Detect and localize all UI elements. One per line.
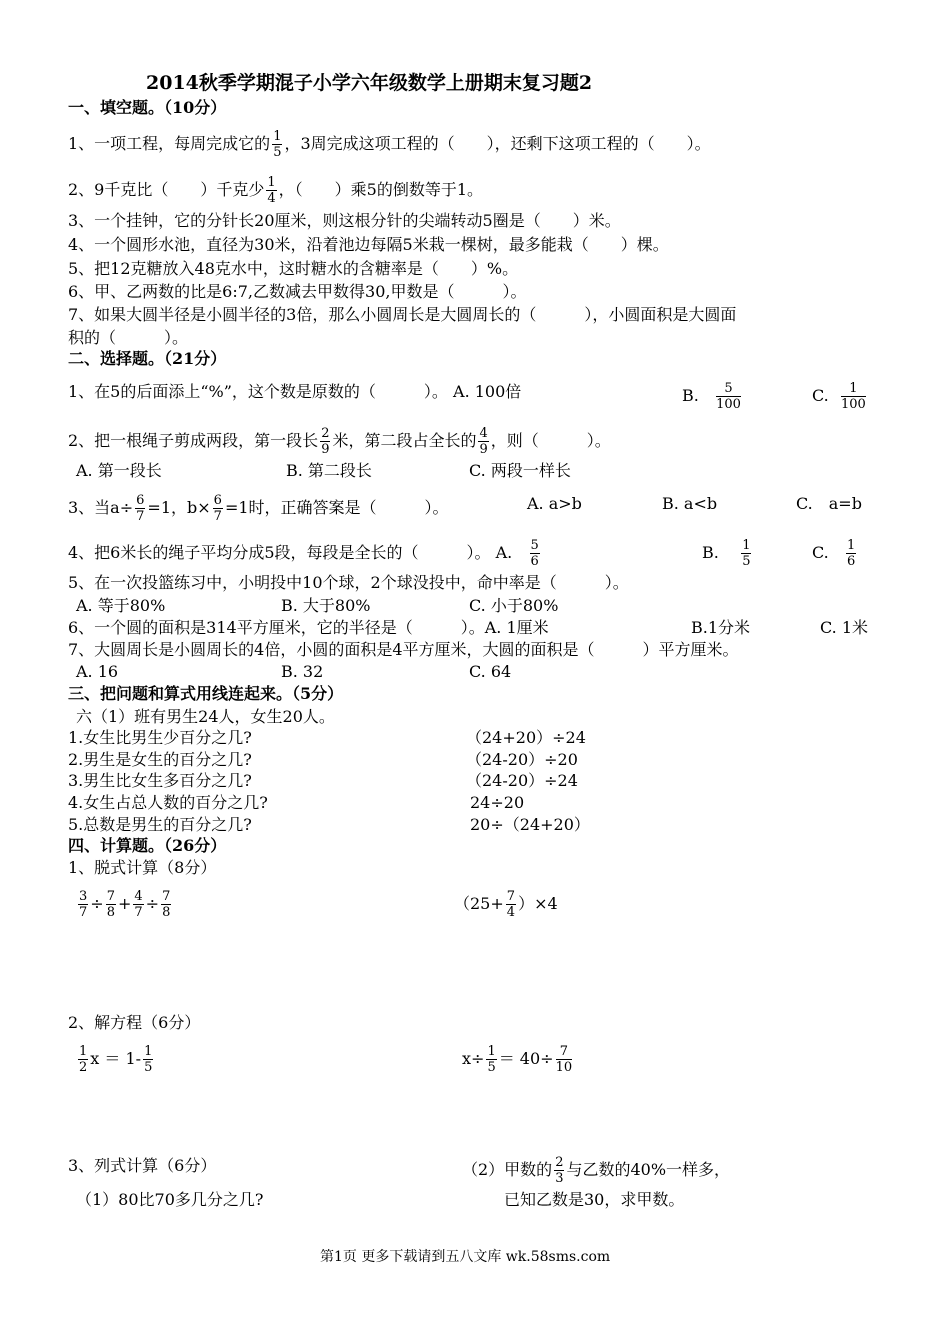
match-question: 1.女生比男生少百分之几?	[68, 728, 252, 747]
match-question: 3.男生比女生多百分之几?	[68, 771, 252, 790]
sec2-q1-option-b: B. $\frac{5}{100}$	[682, 381, 741, 412]
sec4-part-2-label: 2、解方程（6分）	[68, 1013, 201, 1032]
sec1-question-6: 6、甲、乙两数的比是6:7,乙数减去甲数得30,甲数是（ ）。	[68, 282, 527, 301]
fraction: $\frac{1}{4}$	[267, 175, 276, 206]
sec2-question-4: 4、把6米长的绳子平均分成5段，每段是全长的（ ）。 A. $\frac{5}{6}$	[68, 538, 539, 569]
section-1-heading: 一、填空题。（10分）	[68, 98, 227, 117]
sec2-q5-option-a: A. 等于80%	[76, 596, 166, 615]
equation-1: $\frac{1}{2}$ x ＝ 1- $\frac{1}{5}$	[79, 1044, 153, 1075]
fraction: $\frac{5}{100}$	[716, 381, 741, 412]
sec2-q7-option-c: C. 64	[469, 662, 512, 681]
fraction: $\frac{6}{7}$	[136, 493, 145, 524]
sec2-q5-option-b: B. 大于80%	[281, 596, 371, 615]
section-2-heading: 二、选择题。（21分）	[68, 349, 227, 368]
match-formula: 20÷（24+20）	[470, 815, 590, 834]
sec1-question-7: 7、如果大圆半径是小圆半径的3倍，那么小圆周长是大圆周长的（ ），小圆面积是大圆面	[68, 305, 737, 324]
fraction: $\frac{4}{9}$	[479, 426, 488, 457]
page-title: 2014秋季学期混子小学六年级数学上册期末复习题2	[146, 72, 593, 94]
sec2-question-3: 3、当a÷ $\frac{6}{7}$ =1，b× $\frac{6}{7}$ =1时，正确答案是（ ）。	[68, 493, 449, 524]
sec2-q4-option-b: B. $\frac{1}{5}$	[702, 538, 751, 569]
equation-2: x÷ $\frac{1}{5}$ ＝ 40÷ $\frac{7}{10}$	[462, 1044, 573, 1075]
sec2-q7-option-a: A. 16	[76, 662, 119, 681]
match-question: 5.总数是男生的百分之几?	[68, 815, 252, 834]
calc-expression-1: $\frac{3}{7}$ ÷ $\frac{7}{8}$ + $\frac{4}{7}$ ÷ $\frac{7}{8}$	[79, 889, 171, 920]
match-question: 4.女生占总人数的百分之几?	[68, 793, 268, 812]
sec2-question-7: 7、大圆周长是小圆周长的4倍，小圆的面积是4平方厘米，大圆的面积是（ ）平方厘米。	[68, 640, 739, 659]
match-formula: 24÷20	[470, 793, 525, 812]
fraction: $\frac{1}{100}$	[840, 381, 866, 412]
sec1-question-1: 1、一项工程，每周完成它的 $\frac{1}{5}$ ，3周完成这项工程的（ ），还剩下这项工程的（ ）。	[68, 129, 711, 160]
sec2-question-1: 1、在5的后面添上“%”，这个数是原数的（ ）。 A. 100倍	[68, 382, 522, 401]
section-4-heading: 四、计算题。（26分）	[68, 836, 227, 855]
sec2-question-5: 5、在一次投篮练习中，小明投中10个球，2个球没投中，命中率是（ ）。	[68, 573, 629, 592]
sec1-question-5: 5、把12克糖放入48克水中，这时糖水的含糖率是（ ）%。	[68, 259, 519, 278]
fraction: $\frac{6}{7}$	[213, 493, 222, 524]
sec1-question-2: 2、9千克比（ ）千克少 $\frac{1}{4}$ ，（ ）乘5的倒数等于1。	[68, 175, 484, 206]
page-footer: 第1页 更多下载请到五八文库 wk.58sms.com	[320, 1249, 611, 1265]
fraction: $\frac{2}{9}$	[321, 426, 330, 457]
sec2-q1-option-c: C. $\frac{1}{100}$	[812, 381, 866, 412]
fraction: $\frac{5}{6}$	[530, 538, 539, 569]
sec3-intro: 六（1）班有男生24人，女生20人。	[76, 707, 335, 726]
match-formula: （24-20）÷20	[466, 750, 578, 769]
sec2-q6-option-c: C. 1米	[820, 618, 869, 637]
fraction: $\frac{1}{6}$	[847, 538, 856, 569]
sec2-q3-option-c: C. a=b	[796, 494, 862, 513]
fraction: $\frac{1}{5}$	[742, 538, 751, 569]
sec2-q7-option-b: B. 32	[281, 662, 324, 681]
sec4-part-3-label: 3、列式计算（6分）	[68, 1156, 217, 1175]
sec2-q2-option-a: A. 第一段长	[76, 461, 162, 480]
sec4-part-1-label: 1、脱式计算（8分）	[68, 858, 217, 877]
sec2-q2-option-b: B. 第二段长	[286, 461, 372, 480]
sec1-question-7-cont: 积的（ ）。	[68, 328, 189, 347]
sec1-question-3: 3、一个挂钟，它的分针长20厘米，则这根分针的尖端转动5圈是（ ）米。	[68, 211, 621, 230]
sec2-question-2: 2、把一根绳子剪成两段，第一段长 $\frac{2}{9}$ 米，第二段占全长的 $\frac{4}{9}$ ，则（ ）。	[68, 426, 611, 457]
sec2-question-6: 6、一个圆的面积是314平方厘米，它的半径是（ ）。A. 1厘米	[68, 618, 549, 637]
section-3-heading: 三、把问题和算式用线连起来。（5分）	[68, 684, 344, 703]
sec2-q2-option-c: C. 两段一样长	[469, 461, 571, 480]
match-formula: （24+20）÷24	[466, 728, 586, 747]
fraction: $\frac{1}{5}$	[273, 129, 282, 160]
word-problem-2-cont: 已知乙数是30，求甲数。	[504, 1190, 685, 1209]
sec2-q3-option-a: A. a>b	[527, 494, 582, 513]
calc-expression-2: （25+ $\frac{7}{4}$ ）×4	[454, 889, 558, 920]
match-formula: （24-20）÷24	[466, 771, 578, 790]
word-problem-2: （2）甲数的 $\frac{2}{3}$ 与乙数的40%一样多，	[462, 1155, 731, 1186]
sec2-q3-option-b: B. a<b	[662, 494, 718, 513]
sec1-question-4: 4、一个圆形水池，直径为30米，沿着池边每隔5米栽一棵树，最多能栽（ ）棵。	[68, 235, 669, 254]
word-problem-1: （1）80比70多几分之几?	[76, 1190, 264, 1209]
match-question: 2.男生是女生的百分之几?	[68, 750, 252, 769]
sec2-q5-option-c: C. 小于80%	[469, 596, 559, 615]
sec2-q4-option-c: C. $\frac{1}{6}$	[812, 538, 856, 569]
sec2-q6-option-b: B.1分米	[691, 618, 751, 637]
